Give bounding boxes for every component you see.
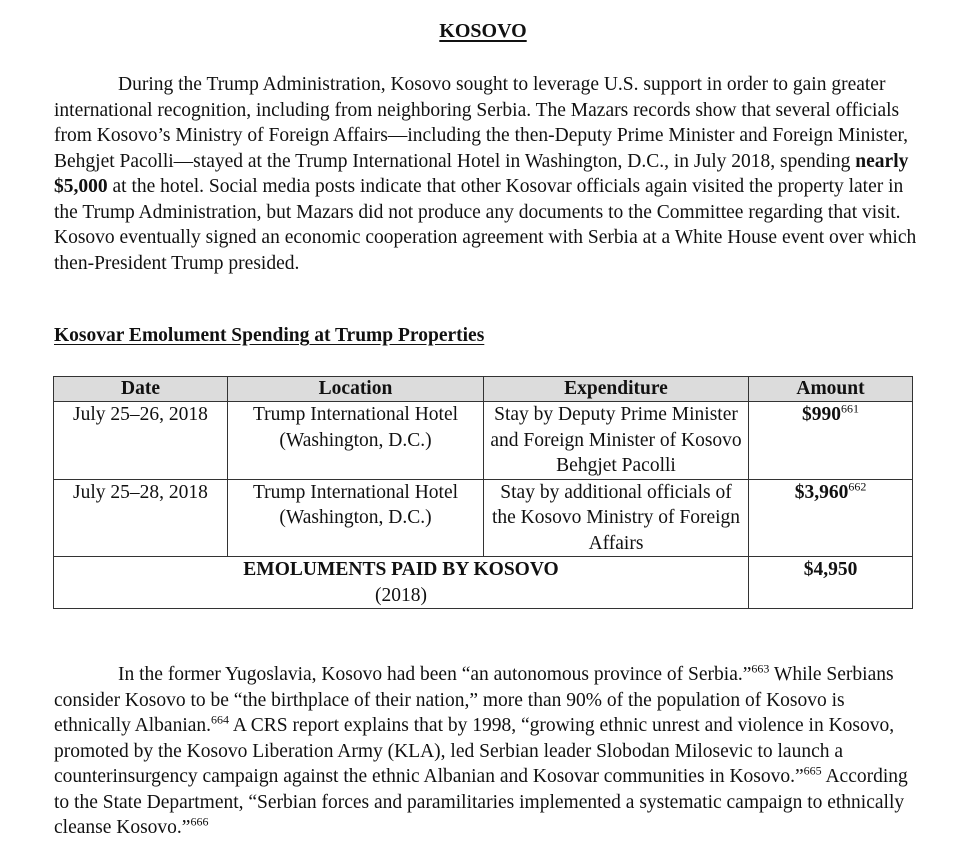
row-amount (749, 479, 913, 557)
table-header-row (54, 377, 913, 402)
location-city: (Washington, D.C.) (279, 507, 432, 528)
table-row (54, 402, 913, 480)
row-location (228, 479, 484, 557)
total-label-cell (54, 557, 749, 609)
history-sentence-1: In the former Yugoslavia, Kosovo had been “an autonomous province of Serbia.” (118, 664, 752, 685)
footnote-ref: 663 (751, 661, 770, 676)
footnote-ref: 662 (848, 479, 867, 493)
row-expenditure: Stay by additional officials of the Kosovo Ministry of Foreign Affairs (484, 479, 749, 557)
total-label: EMOLUMENTS PAID BY KOSOVO (243, 559, 559, 580)
history-sentence-3: A CRS report explains that by 1998, “growing ethnic unrest and violence in Kosovo, promoted by the Kosovo Liberation Army (KLA), led Serbian leader Slobodan Milosevic to launch a counterinsurgency campaign against the ethnic Albanian and Kosovar communities in Kosovo.” (54, 715, 895, 787)
table-row (54, 479, 913, 557)
header-date: Date (54, 377, 228, 402)
footnote-ref: 665 (803, 763, 822, 778)
header-amount: Amount (749, 377, 913, 402)
history-sentence-4: According to the State Department, “Serbian forces and paramilitaries implemented a systematic campaign to ethnically cleanse Kosovo.” (54, 766, 908, 838)
row-amount (749, 402, 913, 480)
total-year: (2018) (375, 584, 427, 606)
row-date: July 25–26, 2018 (54, 402, 228, 480)
header-location: Location (228, 377, 484, 402)
location-name: Trump International Hotel (252, 404, 459, 425)
location-name: Trump International Hotel (252, 481, 459, 503)
page-title: KOSOVO (439, 20, 527, 42)
section-heading: Kosovar Emolument Spending at Trump Properties (54, 325, 485, 346)
history-sentence-2: While Serbians consider Kosovo to be “the birthplace of their nation,” more than 90% of the population of Kosovo is ethnically Albanian. (54, 664, 894, 736)
amount-value: $3,960 (794, 481, 849, 503)
footnote-ref: 661 (841, 401, 859, 416)
table-total-row (54, 557, 913, 609)
row-expenditure: Stay by Deputy Prime Minister and Foreign Minister of Kosovo Behgjet Pacolli (484, 402, 749, 480)
row-date: July 25–28, 2018 (54, 479, 228, 557)
emoluments-table (53, 376, 913, 609)
intro-bold-amount: nearly $5,000 (54, 150, 909, 197)
footnote-ref: 666 (190, 814, 209, 829)
footnote-ref: 664 (211, 712, 230, 727)
location-city: (Washington, D.C.) (279, 429, 432, 451)
header-expenditure: Expenditure (484, 377, 749, 402)
intro-paragraph (54, 72, 918, 276)
intro-text-part1: During the Trump Administration, Kosovo sought to leverage U.S. support in order to gain greater international recognition, including from neighboring Serbia. The Mazars records show that several officials from Kosovo’s Ministry of Foreign Affairs—including the then-Deputy Prime Minister and Foreign Minister, Behgjet Pacolli—stayed at the Trump International Hotel in Washington, D.C., in July 2018, spending (54, 74, 909, 172)
row-location (228, 402, 484, 480)
history-paragraph (54, 662, 918, 841)
total-amount: $4,950 (749, 557, 913, 609)
intro-text-part2: at the hotel. Social media posts indicate that other Kosovar officials again visited the property later in the Trump Administration, but Mazars did not produce any documents to the Committee regarding that visit. Kosovo eventually signed an economic cooperation agreement with Serbia at a White House event over which then-President Trump presided. (54, 176, 917, 274)
amount-value: $990 (802, 404, 841, 425)
